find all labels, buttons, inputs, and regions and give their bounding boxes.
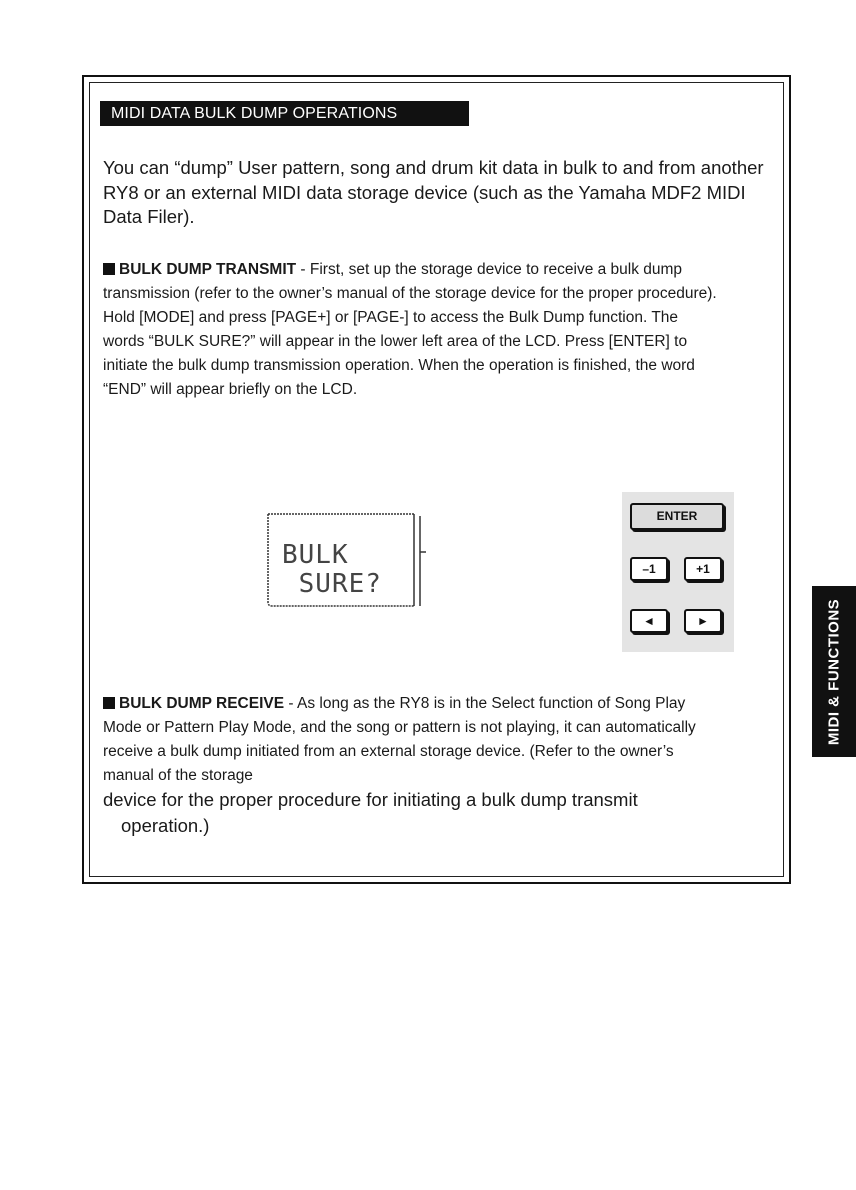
transmit-heading: BULK DUMP TRANSMIT <box>119 261 297 278</box>
minus-one-button[interactable]: –1 <box>630 557 668 581</box>
square-bullet-icon <box>103 697 115 709</box>
transmit-body: - First, set up the storage device to receive a bulk dump transmission (refer to the owner’s manual of the storage device for the proper procedure). Hold [MODE] and press [PAGE+] or [PAGE-] to access the Bulk Dump function. The words “BULK SURE?” will appear in the lower left area of the LCD. Press [ENTER] to initiate the bulk dump transmission operation. When the operation is finished, the word “END” will appear briefly on the LCD. <box>103 261 717 398</box>
receive-body: - As long as the RY8 is in the Select function of Song Play Mode or Pattern Play Mode, and the song or pattern is not playing, it can automatically receive a bulk dump initiated from an external storage device. (Refer to the owner’s manual of the storage <box>103 695 696 784</box>
receive-tail-line-2: operation.) <box>121 815 210 836</box>
cursor-right-button[interactable]: ► <box>684 609 722 633</box>
enter-button[interactable]: ENTER <box>630 503 724 530</box>
lcd-line-2: SURE? <box>282 569 382 599</box>
receive-tail-line-1: device for the proper procedure for initiating a bulk dump transmit <box>103 789 638 810</box>
section-title: MIDI DATA BULK DUMP OPERATIONS <box>100 101 469 126</box>
intro-paragraph: You can “dump” User pattern, song and drum kit data in bulk to and from another RY8 or an external MIDI data storage device (such as the Yamaha MDF2 MIDI Data Filer). <box>103 157 764 227</box>
receive-paragraph <box>103 692 723 840</box>
lcd-text <box>282 541 412 599</box>
cursor-left-button[interactable]: ◄ <box>630 609 668 633</box>
square-bullet-icon <box>103 263 115 275</box>
side-tab <box>812 586 856 757</box>
receive-heading: BULK DUMP RECEIVE <box>119 695 285 712</box>
transmit-paragraph <box>103 258 723 402</box>
plus-one-button[interactable]: +1 <box>684 557 722 581</box>
lcd-line-1: BULK <box>282 540 349 570</box>
side-tab-label: MIDI & FUNCTIONS <box>825 598 843 745</box>
